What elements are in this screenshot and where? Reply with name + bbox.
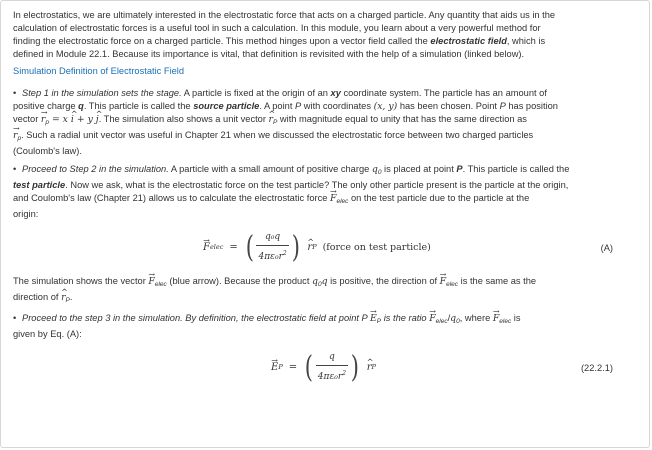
intro-line-4: defined in Module 22.1. Because its importance is vital, that definition is revisited with the help of a simulation (linked below). [13,49,525,59]
step-2-bullet [13,163,637,221]
after-sub-elec-2: elec [446,281,459,288]
step-1-text-b3: . A point [259,101,295,111]
step3-sub-P: P [376,318,382,325]
equation-A [203,231,431,264]
eqA-equals: = [229,242,238,253]
point-p-2: P [499,101,506,111]
xy-term: xy [330,88,341,98]
step-3-lead-2: is the ratio [381,313,430,323]
eqA-den-sq: 2 [282,250,287,257]
step-2-text-c1: and Coulomb's law (Chapter 21) allows us to calculate the electrostatic force [13,193,330,203]
eqA-den-text: 4πε₀r [258,252,283,262]
sub-p-2: p [17,135,22,142]
eqA-sub-P: P [312,243,317,251]
after-sub-elec: elec [154,281,167,288]
step3-vector-F-2: → F [493,312,499,325]
vector-r-2: → r [13,129,17,142]
eqB-den-text: 4πε₀r [317,372,343,382]
step-2-text-b1: . Now we ask, what is the electrostatic force on the test particle? The only other particle present is the particle at the origin, [65,180,569,190]
after-vector-F-2: → F [440,275,446,288]
step-1-text-b6: has position [505,101,558,111]
vector-F: → F [330,192,336,205]
after-text-a1: The simulation shows the vector [13,276,149,286]
step3-vector-E: → E [370,312,377,325]
after-q0: q [312,276,318,287]
step-2-text-a1: A particle with a small amount of positive charge [168,164,372,174]
step-3-text-a2: , where [459,313,493,323]
after-q: q [321,276,328,287]
intro-line-3a: finding the electrostatic force on a charged particle. This method hinges upon a vector field called the [13,36,431,46]
step-1-text-b5: has been chosen. Point [397,101,500,111]
after-sub-0: 0 [317,281,322,288]
eqB-unit-r: ^ r [367,361,372,374]
unit-r: ^ r [269,113,273,126]
after-text-a4: is the same as the [458,276,537,286]
step3-sub-elec-2: elec [499,318,512,325]
step-1-text-b2: . This particle is called the [83,101,194,111]
step-1-text-b1: positive charge [13,101,79,111]
step-3-lead: Proceed to the step 3 in the simulation. By definition, the electrostatic field at point P [22,313,370,323]
eqB-fraction [316,351,348,384]
eqA-unit-r: ^ r [307,241,312,254]
intro-paragraph [13,9,637,61]
step-1-lead: Step 1 in the simulation sets the stage. [22,88,182,98]
eqB-sub-P2: P [371,363,376,371]
eq-y: + y [73,114,96,125]
step-3-text-a3: is [511,313,521,323]
eqA-sub-elec: elec [209,243,224,251]
bullet-dot-2: • [13,164,17,174]
sub-elec: elec [336,198,349,205]
point-P-bold: P [456,164,463,174]
bullet-dot-1: • [13,88,17,98]
eq-x: = x [48,114,71,125]
step-3-text-b1: given by Eq. (A): [13,329,82,339]
paren-right: ) [291,229,300,265]
after-eq-paragraph: The simulation shows the vector → $F_{elec}$ (blue arrow). Because the product $q_0q$ is positive, the direction of → $F_{elec}$ is the same as the direction of ^ $r_P$. [13,275,637,307]
unit-j: ^ j [96,113,99,126]
step-1-text-b4: with coordinates [301,101,374,111]
eqB-paren-left: ( [304,349,314,385]
step-2-text-d1: origin: [13,209,39,219]
eqB-sub-P: P [278,363,283,371]
after-vector-F: → F [148,275,154,288]
eqA-F: → F [203,241,210,254]
eqB-den-sq: 2 [342,370,347,377]
step3-q0: q [450,313,457,324]
after-text-a3: is positive, the direction of [327,276,440,286]
article-body [1,1,649,389]
equation-22-2-1-row [13,347,637,389]
eqA-numerator: q₀q [265,232,281,242]
step3-sub-0: 0 [456,318,460,325]
unit-i: ^ i [71,113,74,126]
intro-line-3c: , which is [506,36,546,46]
eqA-note: (force on test particle) [322,242,431,253]
after-text-b1: direction of [13,292,62,302]
after-sub-P: P [65,297,70,304]
after-text-a2: (blue arrow). Because the product [166,276,312,286]
coords: (x, y) [373,101,398,112]
step-1-text-c2: . The simulation also shows a unit vector [98,114,269,124]
step-1-text-c1: vector [13,114,41,124]
step-1-text-c3: with magnitude equal to unity that has the same direction as [277,114,527,124]
step3-vector-F: → F [429,312,435,325]
equation-A-row [13,227,637,269]
charge-q: q [78,101,84,111]
bullet-dot-3: • [13,313,17,323]
intro-line-1: In electrostatics, we are ultimately interested in the electrostatic force that acts on a charged particle. Any quantity that aids us in the [13,10,556,20]
step-2-lead: Proceed to Step 2 in the simulation. [22,164,169,174]
eqA-fraction [256,231,288,264]
step-1-text-d1: . Such a radial unit vector was useful in Chapter 21 when we discussed the electrostatic force between two charged particles [21,130,534,140]
eqB-paren-right: ) [350,349,359,385]
intro-line-2: calculation of electrostatic forces is a useful tool in such a calculation. In this module, you learn about a very powerful method for [13,23,541,33]
term-test-particle: test particle [13,180,66,190]
vector-r: → r [41,113,45,126]
equation-22-2-1 [271,351,376,384]
step-1-bullet [13,87,637,158]
equation-A-label: (A) [600,243,613,253]
eqB-equals: = [288,362,298,373]
after-unit-r: ^ r [61,291,65,304]
sub-0: 0 [377,169,382,176]
eqB-E: → E [271,361,278,374]
sub-P: P [272,119,278,126]
equation-22-2-1-label: (22.2.1) [580,363,613,373]
step3-slash: / [447,313,451,323]
point-p: P [295,101,302,111]
simulation-link[interactable]: Simulation Definition of Electrostatic Field [13,66,185,76]
term-electrostatic-field: electrostatic field [430,36,507,46]
step-1-text-a1: A particle is fixed at the origin of an [181,88,331,98]
eqB-denominator [316,365,348,384]
charge-q0: q [371,164,378,175]
step-3-bullet [13,312,637,341]
paren-left: ( [245,229,254,265]
step3-sub-elec: elec [435,318,448,325]
eqB-numerator: q [329,352,335,362]
eqA-denominator [256,245,288,264]
step-1-text-a2: coordinate system. The particle has an amount of [340,88,547,98]
sub-p: p [45,119,49,126]
step-1-text-d2: (Coulomb's law). [13,146,82,156]
step-2-text-c2: on the test particle due to the particle at the [348,193,530,203]
step-2-text-a2: is placed at point [381,164,457,174]
term-source-particle: source particle [193,101,260,111]
step-2-text-a3: . This particle is called the [462,164,570,174]
